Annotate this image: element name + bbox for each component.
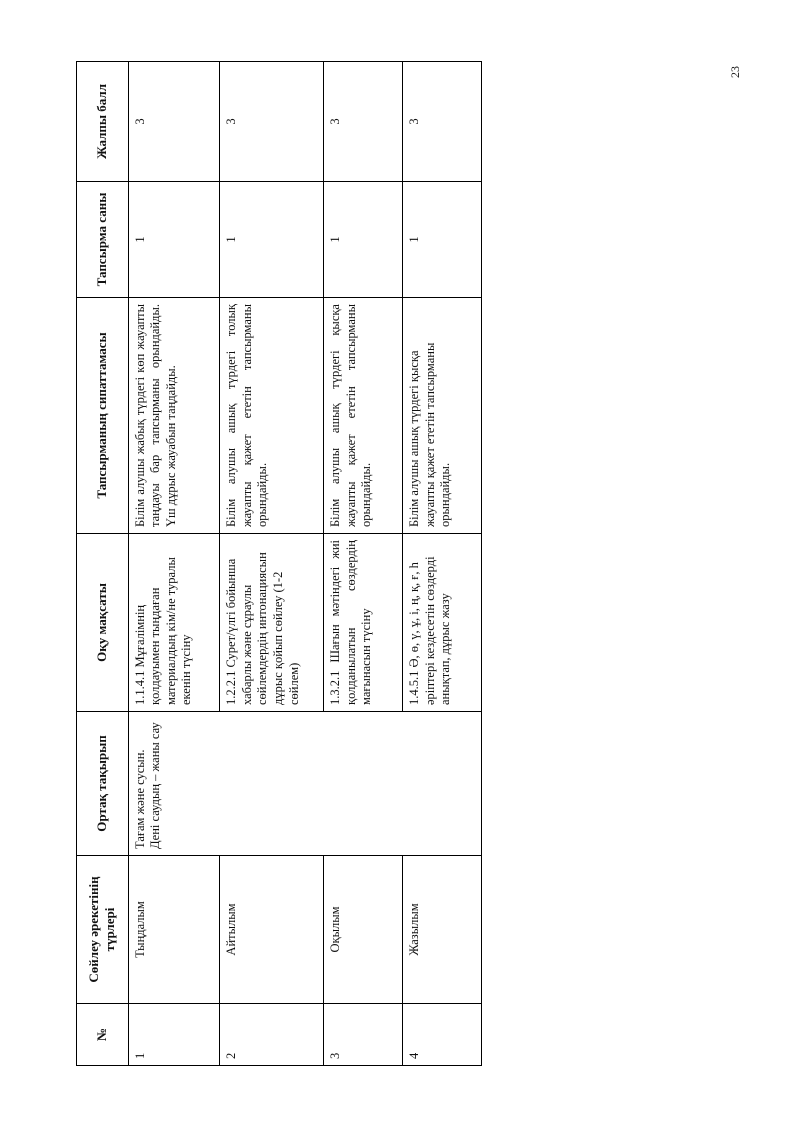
header-kind: Сөйлеу әрекетінің түрлері	[77, 856, 129, 1004]
cell-score: 3	[220, 62, 324, 182]
header-num: №	[77, 1004, 129, 1066]
header-row	[77, 62, 129, 1066]
cell-objective: 1.1.4.1 Мұғалімнің қолдауымен тыңдаған материалдың кім/не туралы екенін түсіну	[128, 534, 220, 712]
cell-num: 4	[403, 1004, 482, 1066]
header-score: Жалпы балл	[77, 62, 129, 182]
cell-description: Білім алушы жабық түрдегі көп жауапты таңдауы бар тапсырманы орындайды. Үш дұрыс жауабын таңдайды.	[128, 298, 220, 534]
cell-kind: Оқылым	[324, 856, 403, 1004]
table-row	[128, 62, 220, 1066]
header-objective: Оқу мақсаты	[77, 534, 129, 712]
cell-num: 2	[220, 1004, 324, 1066]
cell-kind: Тыңдалым	[128, 856, 220, 1004]
cell-description: Білім алушы ашық түрдегі толық жауапты қажет ететін тапсырманы орындайды.	[220, 298, 324, 534]
cell-num: 1	[128, 1004, 220, 1066]
cell-score: 3	[403, 62, 482, 182]
header-tasks: Тапсырма саны	[77, 182, 129, 298]
table-row	[403, 62, 482, 1066]
rotated-table-container	[76, 62, 482, 1066]
cell-num: 3	[324, 1004, 403, 1066]
cell-description: Білім алушы ашық түрдегі қысқа жауапты қажет ететін тапсырманы орындайды.	[324, 298, 403, 534]
cell-tasks: 1	[128, 182, 220, 298]
cell-tasks: 1	[324, 182, 403, 298]
cell-score: 3	[128, 62, 220, 182]
header-description: Тапсырманың сипаттамасы	[77, 298, 129, 534]
cell-description: Білім алушы ашық түрдегі қысқа жауапты қажет ететін тапсырманы орындайды.	[403, 298, 482, 534]
page-number: 23	[728, 66, 742, 78]
cell-kind: Жазылым	[403, 856, 482, 1004]
cell-objective: 1.4.5.1 Ә, ө, ү, ұ, і, ң, қ, ғ, һ әріптері кездесетін сөздерді анықтап, дұрыс жазу	[403, 534, 482, 712]
cell-objective: 1.2.2.1 Сурет/үлгі бойынша хабарлы және сұраулы сөйлемдердің интонациясын дұрыс қойып сөйлеу (1-2 сөйлем)	[220, 534, 324, 712]
assessment-table	[76, 61, 482, 1066]
cell-score: 3	[324, 62, 403, 182]
cell-common-topic: Тағам және сусын. Дені саудың – жаны сау	[128, 712, 481, 856]
table-row	[324, 62, 403, 1066]
table-row	[220, 62, 324, 1066]
cell-objective: 1.3.2.1 Шағын мәтіндегі жиі қолданылатын сөздердің мағынасын түсіну	[324, 534, 403, 712]
cell-tasks: 1	[220, 182, 324, 298]
header-topic: Ортақ тақырып	[77, 712, 129, 856]
cell-tasks: 1	[403, 182, 482, 298]
cell-kind: Айтылым	[220, 856, 324, 1004]
